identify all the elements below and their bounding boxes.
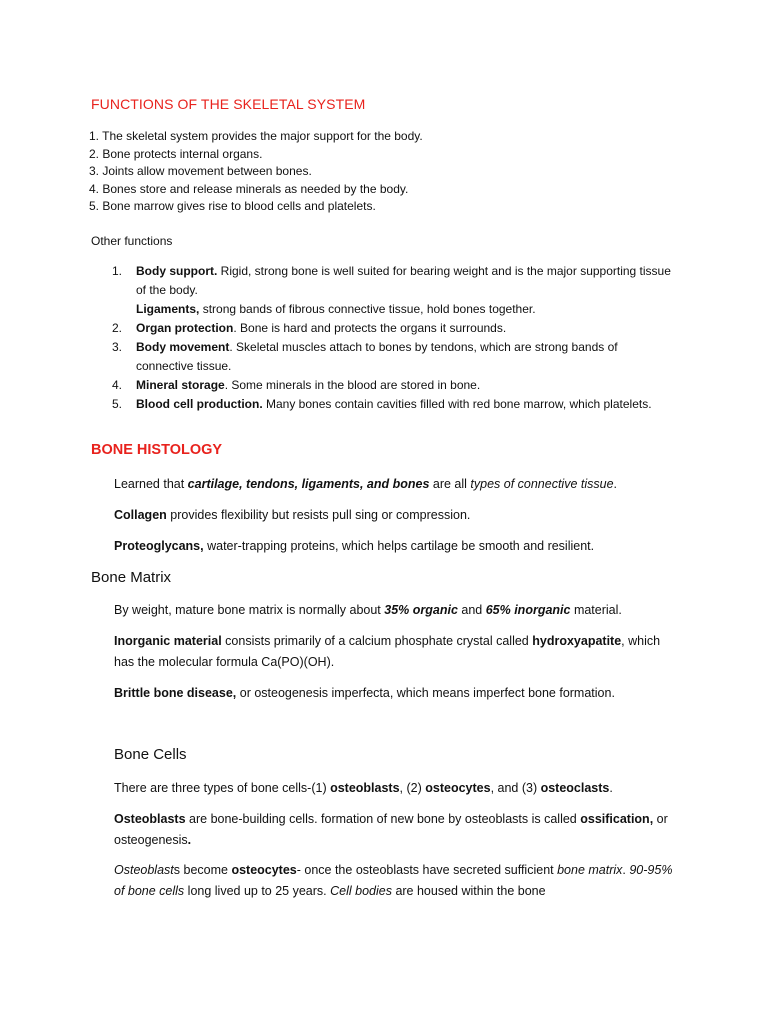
- histology-paragraph-2: [114, 505, 674, 526]
- list-item: 4. Bones store and release minerals as needed by the body.: [89, 181, 409, 196]
- item-number: 1.: [112, 264, 123, 278]
- text-run: or osteogenesis: [114, 812, 668, 847]
- text-run: There are three types of bone cells-(1): [114, 781, 331, 795]
- text-run: Osteoblasts: [114, 812, 186, 826]
- item-term: Body movement: [136, 340, 230, 354]
- text-run: , and (3): [490, 781, 541, 795]
- matrix-paragraph-1: [114, 600, 674, 621]
- text-run: are all: [429, 477, 471, 491]
- other-functions-list: [112, 262, 672, 414]
- text-run: .: [187, 833, 192, 847]
- text-run: .: [613, 477, 618, 491]
- item-number: 3.: [112, 340, 123, 354]
- text-run: osteoclasts: [540, 781, 610, 795]
- list-item: [112, 395, 672, 414]
- list-item: 1. The skeletal system provides the major support for the body.: [89, 129, 423, 143]
- item-text: Rigid, strong bone is well suited for bearing weight and is the major supporting tissue of the body.: [136, 264, 671, 297]
- list-item: 5. Bone marrow gives rise to blood cells and platelets.: [89, 199, 376, 213]
- matrix-paragraph-3: [114, 683, 674, 704]
- text-run: , (2): [399, 781, 426, 795]
- section-heading-matrix: Bone Matrix: [91, 569, 172, 586]
- item-text: strong bands of fibrous connective tissue, hold bones together.: [199, 302, 536, 316]
- text-run: or osteogenesis imperfecta, which means imperfect bone formation.: [236, 686, 615, 700]
- text-run: bone matrix: [557, 863, 623, 877]
- text-run: are bone-building cells. formation of new bone by osteoblasts is called: [185, 812, 581, 826]
- list-item: 2. Bone protects internal organs.: [89, 146, 263, 161]
- item-term: Ligaments,: [136, 302, 200, 316]
- text-run: hydroxyapatite: [532, 634, 622, 648]
- histology-paragraph-3: [114, 536, 674, 557]
- text-run: Proteoglycans,: [114, 539, 204, 553]
- list-item: [112, 319, 672, 338]
- text-run: Brittle bone disease,: [114, 686, 237, 700]
- text-run: cartilage, tendons, ligaments, and bones: [187, 477, 430, 491]
- text-run: material.: [570, 603, 622, 617]
- histology-paragraph-1: [114, 474, 674, 495]
- text-run: types of connective tissue: [470, 477, 614, 491]
- section-heading-functions: FUNCTIONS OF THE SKELETAL SYSTEM: [91, 96, 366, 112]
- cells-paragraph-3: [114, 860, 674, 902]
- item-term: Body support.: [136, 264, 218, 278]
- list-item: [112, 376, 672, 395]
- text-run: By weight, mature bone matrix is normally about: [114, 603, 385, 617]
- text-run: .: [609, 781, 613, 795]
- list-item: [112, 262, 672, 319]
- text-run: water-trapping proteins, which helps cartilage be smooth and resilient.: [203, 539, 595, 553]
- text-run: osteocytes: [231, 863, 297, 877]
- section-heading-cells: Bone Cells: [114, 746, 187, 763]
- text-run: Learned that: [114, 477, 188, 491]
- item-term: Organ protection: [136, 321, 234, 335]
- item-text: . Skeletal muscles attach to bones by tendons, which are strong bands of connective tissue.: [136, 340, 618, 373]
- other-functions-label: Other functions: [91, 234, 173, 248]
- list-item: 3. Joints allow movement between bones.: [89, 164, 312, 178]
- text-run: Osteoblast: [114, 863, 174, 877]
- list-item: [112, 338, 672, 376]
- item-term: Blood cell production.: [136, 397, 263, 411]
- text-run: Cell bodies: [330, 884, 392, 898]
- text-run: osteocytes: [425, 781, 491, 795]
- text-run: 65% inorganic: [485, 603, 571, 617]
- text-run: osteoblasts: [330, 781, 400, 795]
- item-text: . Bone is hard and protects the organs it surrounds.: [233, 321, 507, 335]
- text-run: are housed within the bone: [391, 884, 546, 898]
- cells-paragraph-1: [114, 778, 674, 799]
- text-run: and: [457, 603, 486, 617]
- matrix-paragraph-2: [114, 631, 674, 673]
- text-run: 35% organic: [384, 603, 458, 617]
- text-run: consists primarily of a calcium phosphate crystal called: [221, 634, 533, 648]
- text-run: - once the osteoblasts have secreted sufficient: [296, 863, 558, 877]
- functions-list: [89, 128, 423, 216]
- text-run: long lived up to 25 years.: [184, 884, 331, 898]
- cells-paragraph-2: [114, 809, 674, 851]
- text-run: , which has the molecular formula Ca(PO)(OH).: [114, 634, 661, 669]
- text-run: .: [622, 863, 630, 877]
- text-run: s become: [173, 863, 232, 877]
- item-text: Many bones contain cavities filled with red bone marrow, which platelets.: [262, 397, 652, 411]
- text-run: Collagen: [114, 508, 167, 522]
- item-number: 2.: [112, 321, 123, 335]
- text-run: 90-95% of bone cells: [114, 863, 673, 898]
- item-number: 4.: [112, 378, 123, 392]
- item-number: 5.: [112, 397, 123, 411]
- section-heading-histology: BONE HISTOLOGY: [91, 442, 223, 458]
- item-text: . Some minerals in the blood are stored in bone.: [224, 378, 481, 392]
- text-run: Inorganic material: [114, 634, 222, 648]
- text-run: ossification,: [580, 812, 654, 826]
- text-run: provides flexibility but resists pull sing or compression.: [166, 508, 471, 522]
- item-term: Mineral storage: [136, 378, 225, 392]
